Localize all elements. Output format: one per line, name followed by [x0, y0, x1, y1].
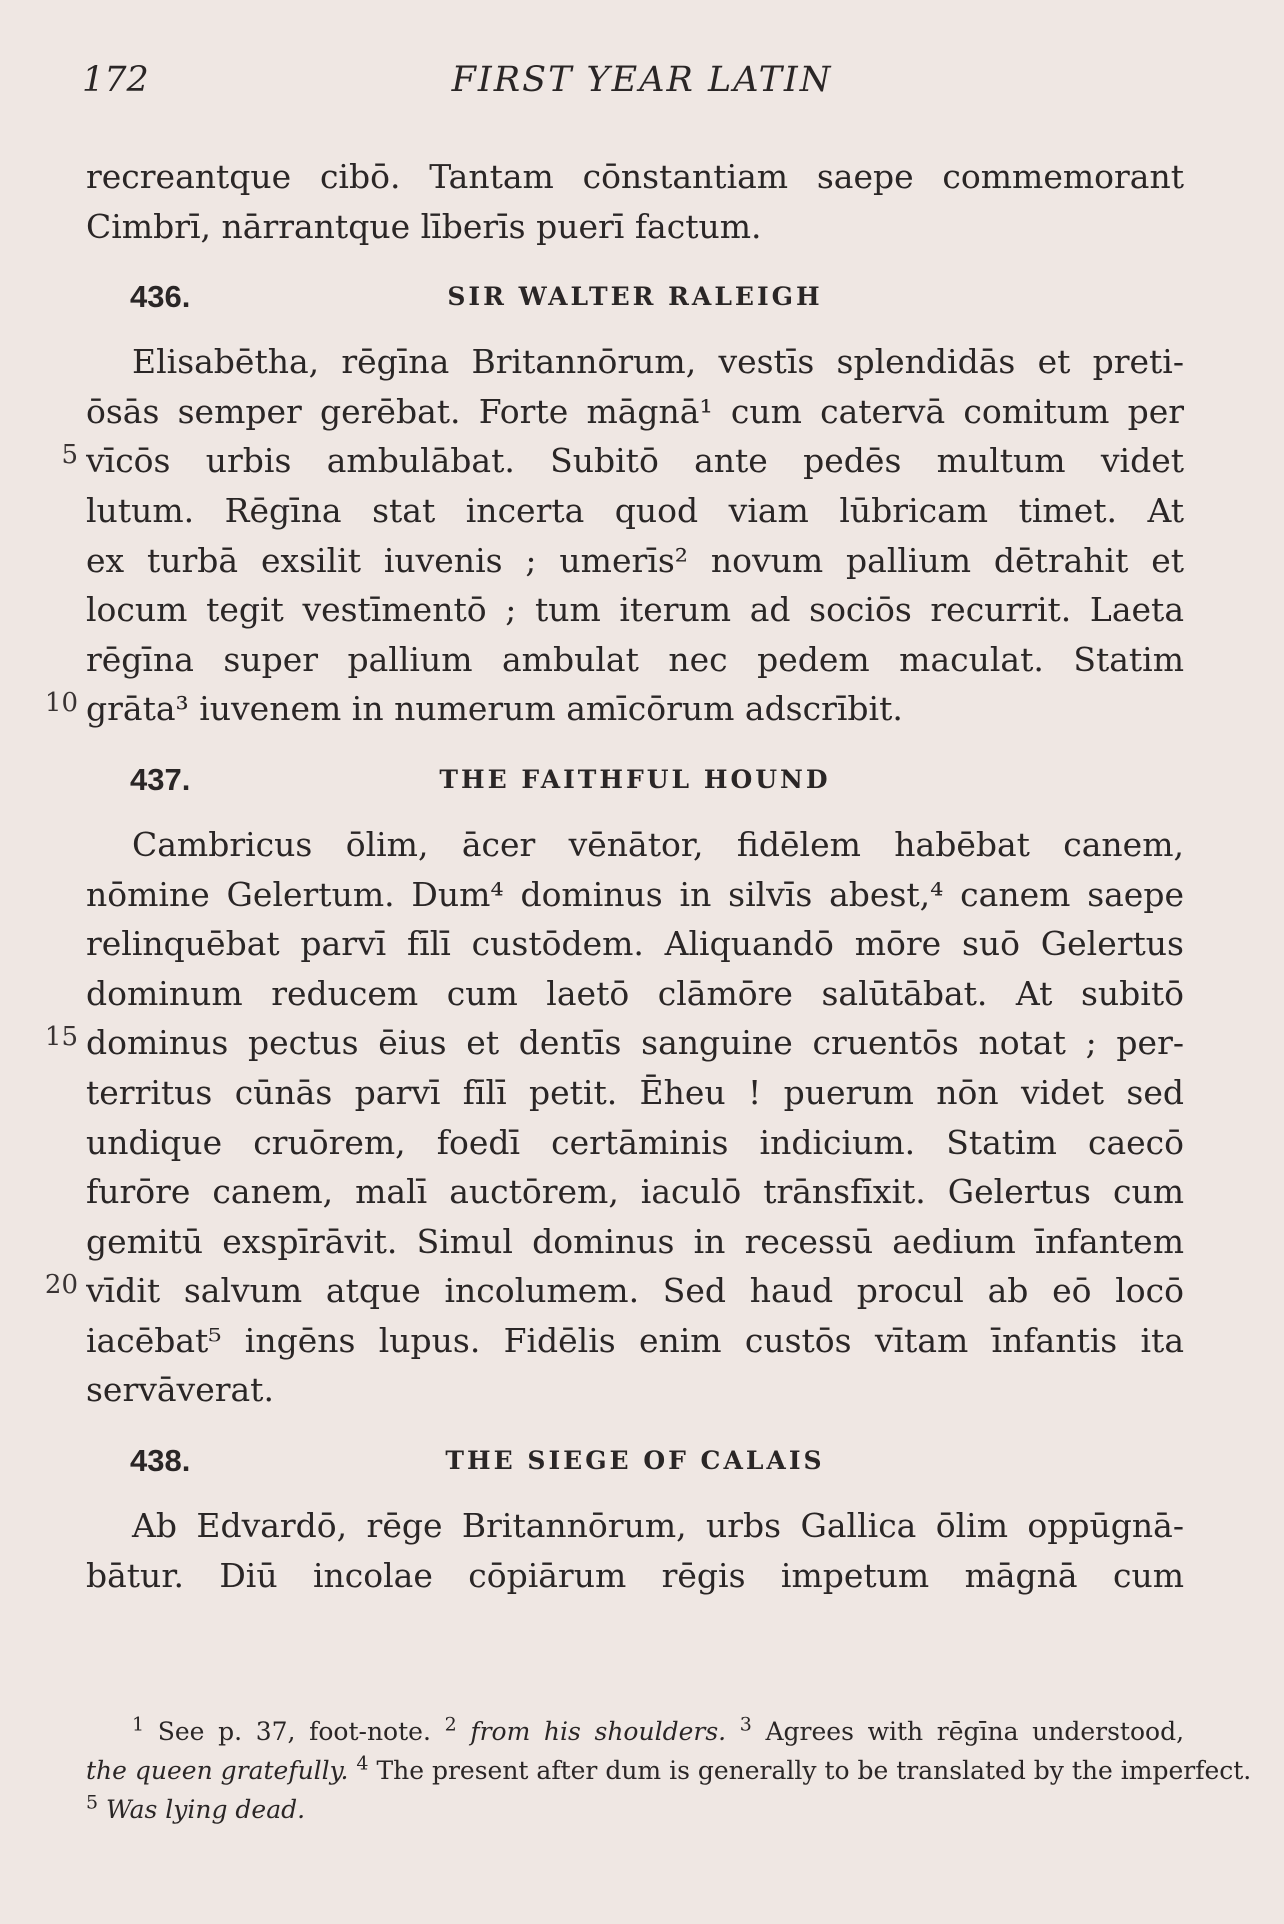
text-line: Cambricus ōlim, ācer vēnātor, fidēlem habēbat canem,	[132, 824, 1184, 864]
section-heading	[86, 750, 1184, 810]
text-line: iacēbat⁵ ingēns lupus. Fidēlis enim custōs vītam īnfantis ita	[86, 1320, 1184, 1360]
section-title: THE FAITHFUL HOUND	[439, 764, 831, 794]
text-line: ex turbā exsilit iuvenis ; umerīs² novum pallium dētrahit et	[86, 540, 1184, 580]
footnote-line	[86, 1790, 1184, 1829]
footnote-5: $^5$ Was lying dead.	[86, 1791, 306, 1824]
line-number: 5	[61, 440, 78, 471]
text-line: grāta³ iuvenem in numerum amīcōrum adscrībit.	[86, 689, 903, 729]
page-number: 172	[82, 60, 149, 100]
text-line: servāverat.	[86, 1370, 274, 1410]
text-line: dominum reducem cum laetō clāmōre salūtābat. At subitō	[86, 973, 1184, 1013]
text-line: territus cūnās parvī fīlī petit. Ēheu ! puerum nōn videt sed	[86, 1072, 1184, 1112]
footnote-3-gloss: the queen gratefully.	[86, 1756, 349, 1785]
page-body	[44, 152, 1184, 1600]
section-heading	[86, 1431, 1184, 1491]
text-line: recreantque cibō. Tantam cōnstantiam saepe commemorant	[86, 157, 1184, 196]
text-line: vīdit salvum atque incolumem. Sed haud procul ab eō locō	[86, 1271, 1184, 1311]
text-line: relinquēbat parvī fīlī custōdem. Aliquandō mōre suō Gelertus	[86, 924, 1184, 964]
footnote-3-text: Agrees with rēgīna understood,	[765, 1717, 1185, 1746]
footnote-line	[86, 1712, 1184, 1751]
text-line: bātur. Diū incolae cōpiārum rēgis impetum māgnā cum	[86, 1555, 1184, 1595]
text-line: ōsās semper gerēbat. Forte māgnā¹ cum catervā comitum per	[86, 391, 1184, 431]
section-title: SIR WALTER RALEIGH	[447, 282, 823, 312]
line-number: 10	[44, 688, 78, 719]
running-head	[0, 60, 1284, 110]
text-line: locum tegit vestīmentō ; tum iterum ad sociōs recurrit. Laeta	[86, 590, 1184, 630]
footnotes	[86, 1712, 1252, 1829]
text-line: vīcōs urbis ambulābat. Subitō ante pedēs multum videt	[86, 441, 1184, 481]
section-number: 437.	[130, 761, 191, 797]
section-title: THE SIEGE OF CALAIS	[445, 1446, 825, 1476]
footnote-2: $^2$ from his shoulders.	[444, 1713, 727, 1746]
running-title: FIRST YEAR LATIN	[451, 60, 833, 100]
footnote-4: $^4$ The present after dum is generally to be translated by the imperfect.	[356, 1752, 1252, 1785]
line-number: 20	[44, 1270, 78, 1301]
text-line: Ab Edvardō, rēge Britannōrum, urbs Gallica ōlim oppūgnā-	[132, 1506, 1184, 1546]
footnote-1: $^1$ See p. 37, foot-note.	[132, 1713, 431, 1746]
text-line: rēgīna super pallium ambulat nec pedem maculat. Statim	[86, 639, 1184, 679]
footnote-line	[86, 1751, 1252, 1790]
text-line: furōre canem, malī auctōrem, iaculō trānsfīxit. Gelertus cum	[86, 1172, 1184, 1212]
section-number: 436.	[130, 279, 191, 315]
text-line: dominus pectus ēius et dentīs sanguine cruentōs notat ; per-	[86, 1023, 1184, 1063]
text-line: gemitū exspīrāvit. Simul dominus in recessū aedium īnfantem	[86, 1221, 1184, 1261]
footnote-3: $^3$ Agrees with rēgīna understood,	[739, 1713, 1185, 1746]
section-number: 438.	[130, 1443, 191, 1479]
text-line: Cimbrī, nārrantque līberīs puerī factum.	[86, 206, 762, 246]
section-heading	[86, 267, 1184, 327]
text-line: lutum. Rēgīna stat incerta quod viam lūbricam timet. At	[86, 490, 1184, 530]
text-line: Elisabētha, rēgīna Britannōrum, vestīs splendidās et preti-	[132, 342, 1184, 382]
text-line: nōmine Gelertum. Dum⁴ dominus in silvīs abest,⁴ canem saepe	[86, 874, 1184, 914]
text-line: undique cruōrem, foedī certāminis indicium. Statim caecō	[86, 1122, 1184, 1162]
line-number: 15	[44, 1022, 78, 1053]
